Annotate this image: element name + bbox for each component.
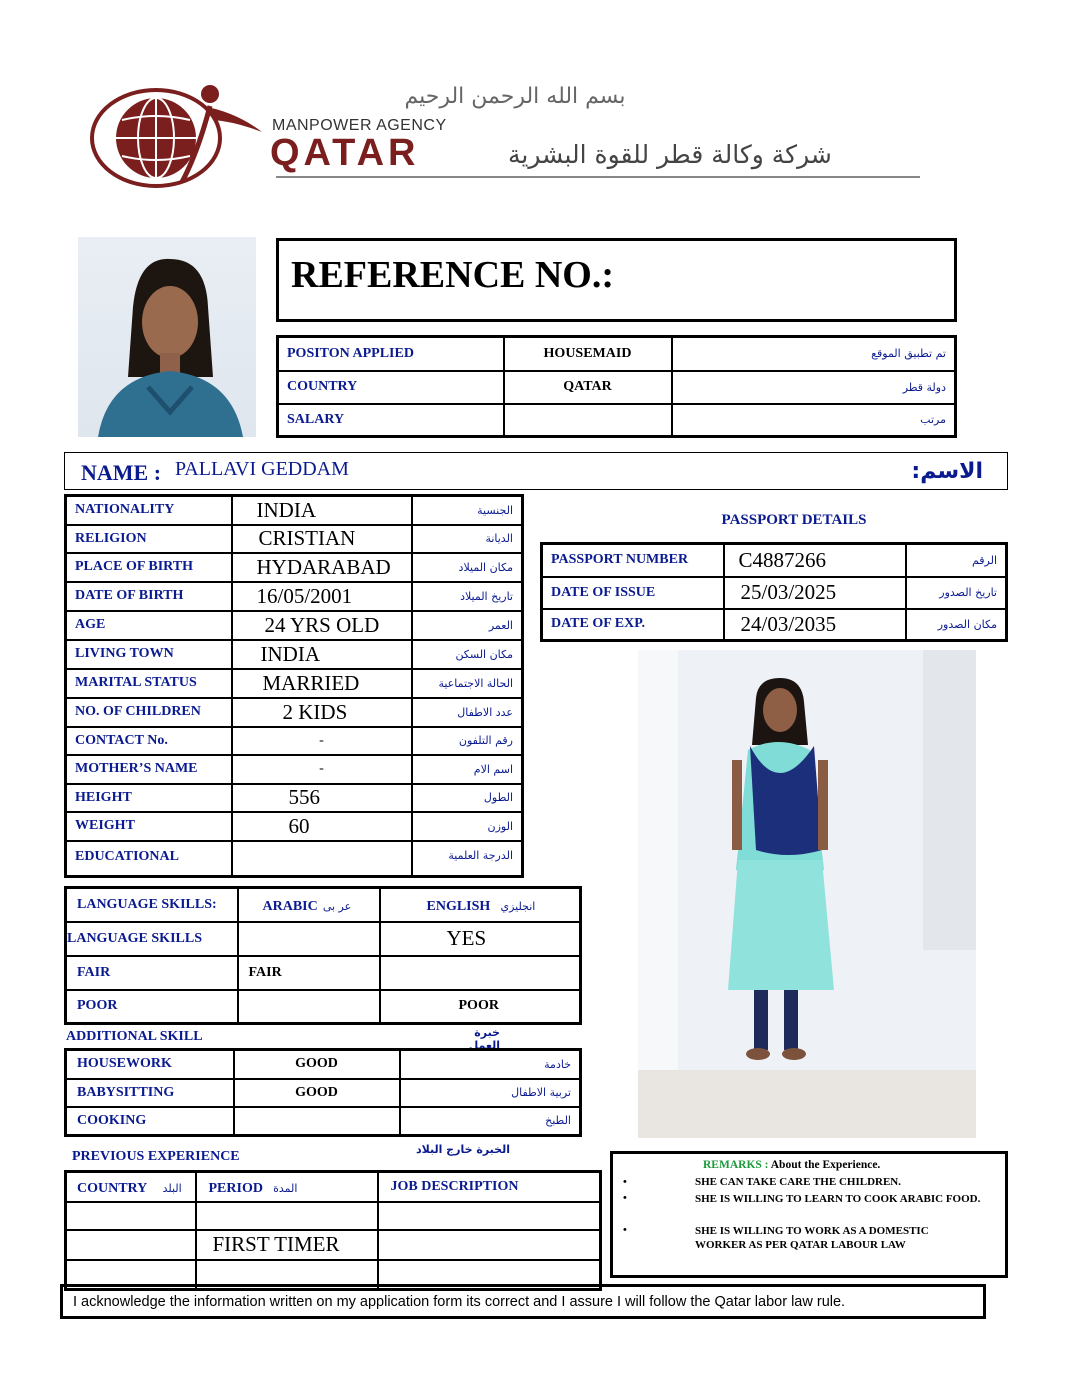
skill-value: GOOD <box>234 1079 400 1107</box>
field-label-ar: الديانة <box>412 525 523 553</box>
table-row <box>66 1050 581 1079</box>
field-label-ar: العمر <box>412 611 523 640</box>
table-row <box>66 640 523 669</box>
field-label-ar: تاريخ الميلاد <box>412 582 523 611</box>
table-row <box>542 544 1007 577</box>
country-column-head <box>66 1172 196 1202</box>
field-value <box>232 841 412 877</box>
job-description-head: JOB DESCRIPTION <box>378 1172 601 1202</box>
issue-date-value: 25/03/2025 <box>724 577 906 609</box>
reference-label: REFERENCE NO.: <box>291 254 615 296</box>
field-value: INDIA <box>232 640 412 669</box>
arabic-level <box>238 990 380 1024</box>
field-label-ar: الوزن <box>412 812 523 841</box>
issue-date-label-ar: تاريخ الصدور <box>906 577 1007 609</box>
field-label: NO. OF CHILDREN <box>66 698 232 727</box>
portrait-photo <box>78 237 256 437</box>
table-row <box>278 337 956 371</box>
name-label: NAME : <box>81 460 162 485</box>
table-row <box>66 727 523 755</box>
field-value: 24 YRS OLD <box>232 611 412 640</box>
reference-box <box>276 238 957 322</box>
arabic-label-ar: عر بى <box>322 899 352 913</box>
bullet-icon: • <box>623 1176 627 1188</box>
field-value: MARRIED <box>232 669 412 698</box>
experience-job <box>378 1230 601 1260</box>
table-row <box>66 553 523 582</box>
table-row <box>278 404 956 437</box>
remarks-item <box>623 1176 993 1188</box>
arabic-label: ARABIC <box>262 898 318 914</box>
bullet-icon: • <box>623 1192 627 1204</box>
remarks-item-text: SHE CAN TAKE CARE THE CHILDREN. <box>695 1176 901 1188</box>
english-label: ENGLISH <box>426 898 491 914</box>
acknowledgement-box <box>60 1284 986 1319</box>
skill-label: BABYSITTING <box>66 1079 234 1107</box>
field-label: HEIGHT <box>66 784 232 812</box>
skill-value: GOOD <box>234 1050 400 1079</box>
remarks-subtitle: About the Experience. <box>770 1159 881 1171</box>
bullet-icon: • <box>623 1224 627 1236</box>
skill-label-ar: تربية الاطفال <box>400 1079 581 1107</box>
table-row <box>66 922 581 956</box>
acknowledgement-text: I acknowledge the information written on my application form its correct and I assure I will follow the Qatar labor law rule. <box>73 1294 846 1310</box>
name-bar <box>64 452 1008 490</box>
field-label-ar: الدرجة العلمية <box>412 841 523 877</box>
language-head-label: LANGUAGE SKILLS: <box>66 888 238 922</box>
bismillah-text: بسم الله الرحمن الرحيم <box>404 84 626 109</box>
remarks-item <box>623 1192 993 1206</box>
passport-table <box>540 542 1008 642</box>
globe-logo-icon <box>86 72 266 192</box>
experience-country <box>66 1202 196 1230</box>
field-label-ar: مكان الميلاد <box>412 553 523 582</box>
table-row <box>66 812 523 841</box>
passport-number-label-ar: الرقم <box>906 544 1007 577</box>
field-label: AGE <box>66 611 232 640</box>
remarks-item-text: SHE IS WILLING TO WORK AS A DOMESTIC WORKER AS PER QATAR LABOUR LAW <box>695 1225 929 1251</box>
country-label: COUNTRY <box>278 371 504 404</box>
field-label: MARITAL STATUS <box>66 669 232 698</box>
table-row <box>542 609 1007 641</box>
field-label: EDUCATIONAL <box>66 841 232 877</box>
table-row <box>66 990 581 1024</box>
language-row-label: FAIR <box>66 956 238 990</box>
skill-label-ar: الطبخ <box>400 1107 581 1136</box>
period-head-label: PERIOD <box>208 1180 263 1196</box>
passport-number-label: PASSPORT NUMBER <box>542 544 724 577</box>
field-label-ar: الحالة الاجتماعية <box>412 669 523 698</box>
table-row <box>66 888 581 922</box>
english-label-ar: انجليزي <box>500 899 536 913</box>
field-value: CRISTIAN <box>232 525 412 553</box>
period-head-label-ar: المدة <box>273 1181 298 1195</box>
field-label-ar: اسم الام <box>412 755 523 784</box>
header-divider <box>276 176 920 178</box>
table-row <box>66 1230 601 1260</box>
language-row-label: LANGUAGE SKILLS <box>66 922 238 956</box>
agency-name-arabic: شركة وكالة قطر للقوة البشرية <box>508 140 832 169</box>
table-row <box>66 582 523 611</box>
field-label: CONTACT No. <box>66 727 232 755</box>
passport-details-title: PASSPORT DETAILS <box>721 512 867 528</box>
language-skills-table <box>64 886 582 1025</box>
field-label-ar: رقم التلفون <box>412 727 523 755</box>
field-value: 60 <box>232 812 412 841</box>
table-row <box>542 577 1007 609</box>
passport-number-value: C4887266 <box>724 544 906 577</box>
previous-experience-title: PREVIOUS EXPERIENCE <box>72 1149 240 1164</box>
table-row <box>66 611 523 640</box>
table-row <box>66 1107 581 1136</box>
position-label-ar: تم تطبيق الموقع <box>672 337 956 371</box>
country-head-label: COUNTRY <box>77 1180 148 1196</box>
period-column-head <box>196 1172 378 1202</box>
table-row <box>66 698 523 727</box>
arabic-level: FAIR <box>238 956 380 990</box>
table-row <box>66 784 523 812</box>
name-label-ar: الاسم: <box>911 459 983 484</box>
table-row <box>66 755 523 784</box>
additional-skill-table <box>64 1048 582 1137</box>
field-value: 16/05/2001 <box>232 582 412 611</box>
table-row <box>66 496 523 525</box>
field-value: HYDARABAD <box>232 553 412 582</box>
field-label-ar: مكان السكن <box>412 640 523 669</box>
country-value: QATAR <box>504 371 672 404</box>
table-row <box>66 841 523 877</box>
country-label-ar: دولة قطر <box>672 371 956 404</box>
arabic-column-head <box>238 888 380 922</box>
field-label: WEIGHT <box>66 812 232 841</box>
previous-experience-title-ar: الخبرة خارج البلاد <box>415 1143 510 1156</box>
experience-period <box>196 1202 378 1230</box>
table-row <box>66 1079 581 1107</box>
expiry-date-label: DATE OF EXP. <box>542 609 724 641</box>
agency-subtitle: MANPOWER AGENCY <box>272 117 447 134</box>
agency-logo <box>86 72 266 192</box>
english-level: POOR <box>380 990 581 1024</box>
remarks-heading <box>703 1159 880 1171</box>
previous-experience-table <box>64 1170 602 1291</box>
field-value: 556 <box>232 784 412 812</box>
expiry-date-value: 24/03/2035 <box>724 609 906 641</box>
field-label: RELIGION <box>66 525 232 553</box>
field-label-ar: عدد الاطفال <box>412 698 523 727</box>
issue-date-label: DATE OF ISSUE <box>542 577 724 609</box>
remarks-item <box>623 1224 993 1252</box>
experience-country <box>66 1230 196 1260</box>
field-label: NATIONALITY <box>66 496 232 525</box>
additional-skill-title: ADDITIONAL SKILL <box>66 1029 203 1044</box>
experience-job <box>378 1202 601 1230</box>
field-label: MOTHER’S NAME <box>66 755 232 784</box>
language-row-label: POOR <box>66 990 238 1024</box>
experience-period: FIRST TIMER <box>196 1230 378 1260</box>
skill-label: HOUSEWORK <box>66 1050 234 1079</box>
table-row <box>278 371 956 404</box>
position-value: HOUSEMAID <box>504 337 672 371</box>
remarks-title: REMARKS : <box>703 1159 769 1171</box>
field-value: 2 KIDS <box>232 698 412 727</box>
table-row <box>66 1202 601 1230</box>
remarks-item-text: SHE IS WILLING TO LEARN TO COOK ARABIC FOOD. <box>695 1193 981 1205</box>
position-table <box>276 335 957 438</box>
salary-value <box>504 404 672 437</box>
field-label: DATE OF BIRTH <box>66 582 232 611</box>
agency-name: QATAR <box>270 132 420 174</box>
table-row <box>66 956 581 990</box>
field-label-ar: الطول <box>412 784 523 812</box>
remarks-box <box>610 1151 1008 1278</box>
salary-label-ar: مرتب <box>672 404 956 437</box>
english-column-head <box>380 888 581 922</box>
arabic-level <box>238 922 380 956</box>
table-row <box>66 525 523 553</box>
table-row <box>66 669 523 698</box>
skill-value <box>234 1107 400 1136</box>
table-row <box>66 1172 601 1202</box>
field-value: - <box>232 755 412 784</box>
field-value: INDIA <box>232 496 412 525</box>
country-head-label-ar: البلد <box>162 1181 182 1195</box>
skill-label: COOKING <box>66 1107 234 1136</box>
field-label: LIVING TOWN <box>66 640 232 669</box>
name-value: PALLAVI GEDDAM <box>175 458 349 480</box>
field-label-ar: الجنسية <box>412 496 523 525</box>
additional-skill-title-ar: خبرة العمل <box>468 1026 500 1052</box>
english-level <box>380 956 581 990</box>
english-level: YES <box>380 922 581 956</box>
expiry-date-label-ar: مكان الصدور <box>906 609 1007 641</box>
field-label: PLACE OF BIRTH <box>66 553 232 582</box>
full-body-photo <box>638 650 976 1138</box>
salary-label: SALARY <box>278 404 504 437</box>
skill-label-ar: خادمة <box>400 1050 581 1079</box>
field-value: - <box>232 727 412 755</box>
position-label: POSITON APPLIED <box>278 337 504 371</box>
personal-details-table <box>64 494 524 878</box>
